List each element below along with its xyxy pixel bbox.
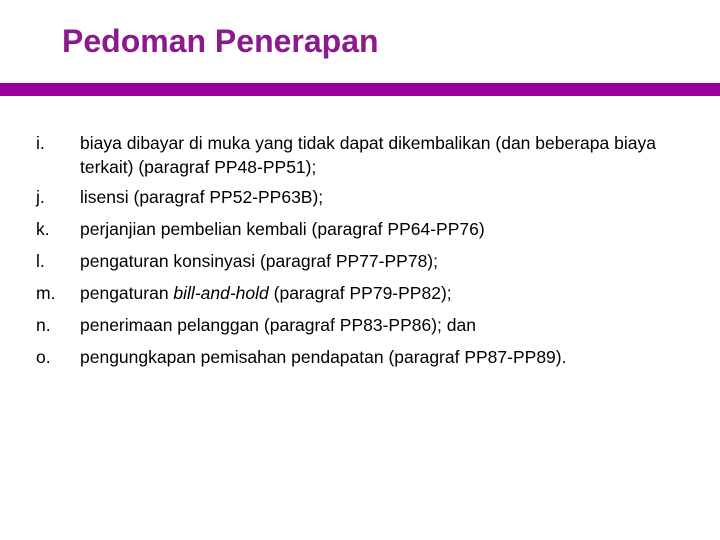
- list-marker: l.: [36, 251, 45, 271]
- list-marker: n.: [36, 315, 51, 335]
- list-marker: o.: [36, 347, 51, 367]
- list-item-j: [36, 185, 696, 209]
- list-item-text: biaya dibayar di muka yang tidak dapat dikembalikan (dan beberapa biaya terkait) (paragraf PP48-PP51);: [80, 133, 656, 177]
- list-item-k: [36, 217, 696, 241]
- list-item-i: [36, 131, 696, 179]
- list-item-text: [80, 281, 696, 305]
- guidance-list: [36, 131, 696, 377]
- list-marker: m.: [36, 283, 56, 303]
- list-item-text: perjanjian pembelian kembali (paragraf PP64-PP76): [80, 219, 485, 239]
- list-marker: j.: [36, 187, 45, 207]
- list-item-text: pengungkapan pemisahan pendapatan (paragraf PP87-PP89).: [80, 347, 567, 367]
- list-item-text-after: (paragraf PP79-PP82);: [268, 283, 452, 303]
- title-divider: [0, 83, 720, 96]
- list-marker: k.: [36, 219, 50, 239]
- list-item-text-before: pengaturan: [80, 283, 174, 303]
- list-item-text: lisensi (paragraf PP52-PP63B);: [80, 187, 324, 207]
- list-marker: i.: [36, 133, 45, 153]
- slide-title: Pedoman Penerapan: [62, 23, 379, 59]
- list-item-n: [36, 313, 696, 337]
- list-item-o: [36, 345, 696, 369]
- list-item-text: pengaturan konsinyasi (paragraf PP77-PP78);: [80, 251, 438, 271]
- list-item-m: [36, 281, 696, 305]
- list-item-l: [36, 249, 696, 273]
- list-item-text: penerimaan pelanggan (paragraf PP83-PP86); dan: [80, 315, 476, 335]
- list-item-text-emphasis: bill-and-hold: [173, 283, 269, 303]
